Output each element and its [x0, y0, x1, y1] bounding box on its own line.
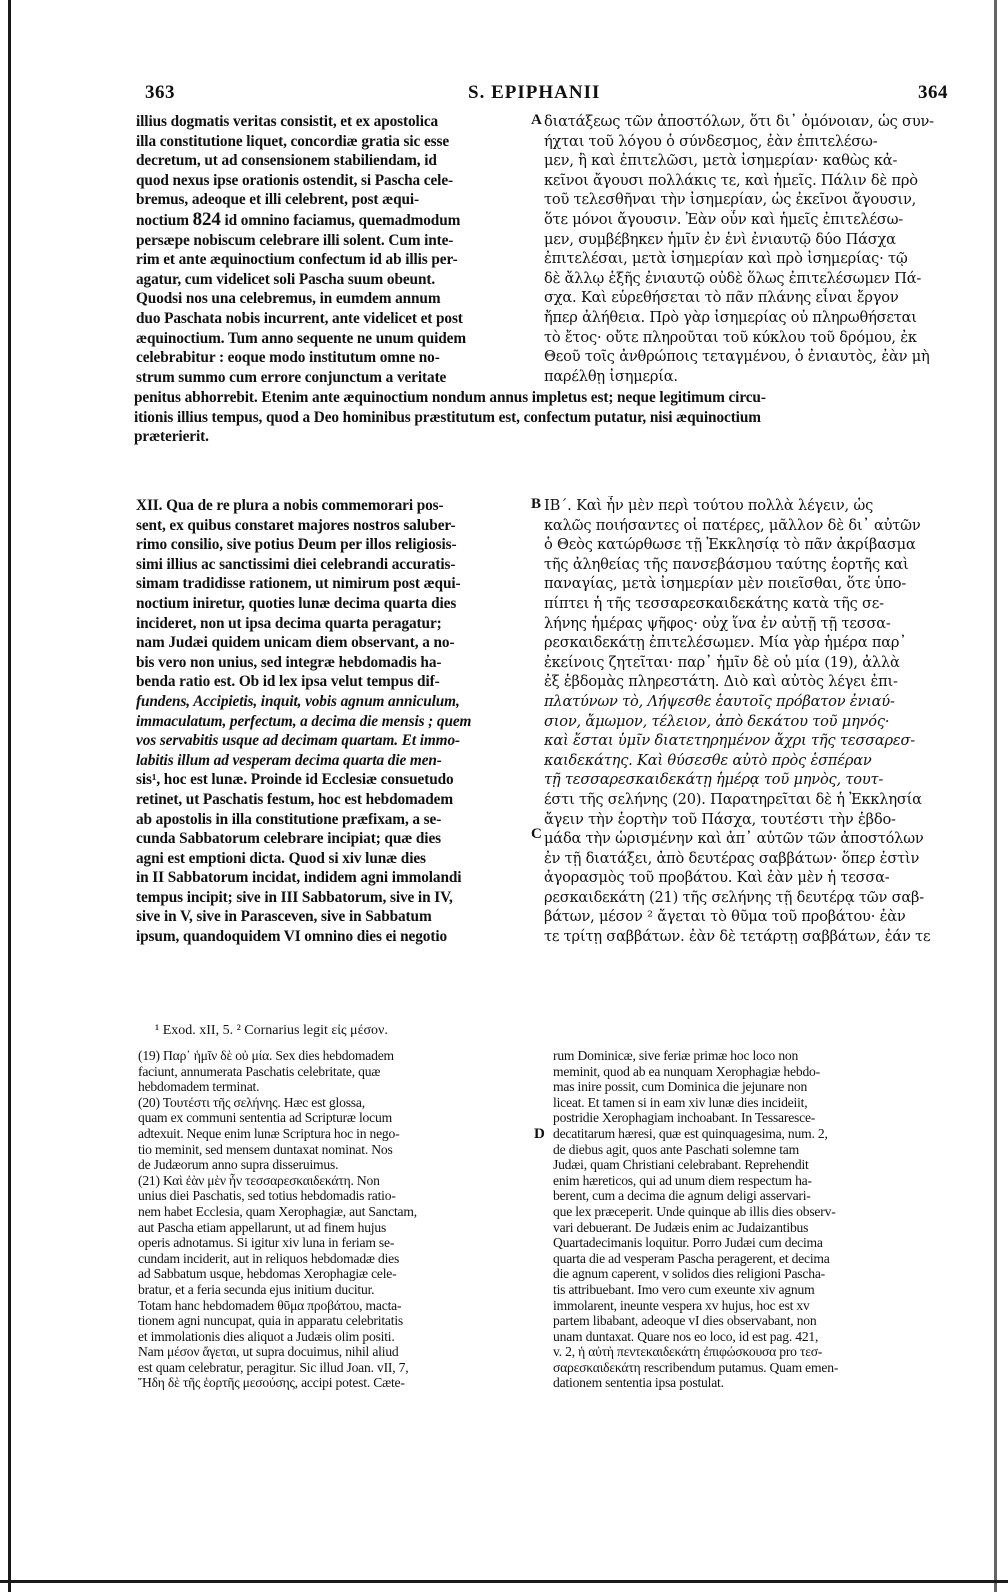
note-line: Judæi, quam Christiani celebrabant. Reprehendit	[553, 1157, 809, 1173]
text-line: XII. Qua de re plura a nobis commemorari pos-	[136, 497, 444, 514]
text-line: παναγίας, μετὰ ἰσημερίαν μὲν ποιεῖσθαι, ὅτε ὑπο-	[544, 575, 907, 593]
text-line: penitus abhorrebit. Etenim ante æquinoctium nondum annus impletus est; neque legitimum circu-	[134, 389, 766, 406]
text-line: duo Paschata nobis incurrent, ante videlicet et post	[136, 309, 463, 327]
notes-column-left	[138, 1048, 528, 1391]
text-line: quod nexus ipse orationis ostendit, si Pascha cele-	[136, 171, 454, 189]
margin-marker-d: D	[534, 1126, 545, 1142]
text-line: bremus, adeoque et illi celebrent, post æqui-	[136, 191, 420, 209]
text-line: incideret, non ut ipsa decima quarta peragatur;	[136, 614, 442, 632]
text-line: vos servabitis usque ad decimam quartam. Et immo-	[136, 732, 460, 750]
note-line: dationem sententia ipsa postulat.	[553, 1375, 724, 1391]
text-line: agatur, cum videlicet soli Pascha suum obeunt.	[136, 270, 436, 288]
text-line: immaculatum, perfectum, a decima die mensis ; quem	[136, 712, 472, 730]
text-line: ἐκείνοις ζητεῖται· παρ᾽ ἡμῖν δὲ οὐ μία (19), ἀλλὰ	[544, 653, 900, 671]
column-number: 824	[192, 209, 221, 230]
text-line: sive in V, sive in Parasceven, sive in Sabbatum	[136, 908, 432, 926]
note-line: unius diei Paschatis, sed totius hebdomadis ratio-	[138, 1188, 396, 1204]
running-title: S. EPIPHANII	[468, 82, 601, 103]
text-line: ipsum, quandoquidem VI omnino dies ei negotio	[136, 928, 448, 946]
text-line: retinet, ut Paschatis festum, hoc est hebdomadem	[136, 790, 453, 808]
note-line: partem libabant, adeoque vI dies observabant, non	[553, 1313, 817, 1329]
text-line: decretum, ut ad consensionem stabiliendam, id	[136, 152, 437, 170]
text-line: celebrabitur : eoque modo institutum omne no-	[136, 349, 440, 367]
text-line: καιδεκάτης. Καὶ θύσεσθε αὐτὸ πρὸς ἑσπέραν	[544, 751, 872, 769]
text-line: σχα. Καὶ εὑρεθήσεται τὸ πᾶν πλάνης εἶναι ἔργον	[544, 289, 899, 307]
note-line: liceat. Et tamen si in eam xiv lunæ dies incideiit,	[553, 1094, 808, 1110]
note-line: nem habet Ecclesia, quam Xerophagiæ, aut Sanctam,	[138, 1203, 417, 1219]
text-line: κεῖνοι ἄγουσι πολλάκις τε, καὶ ἡμεῖς. Πάλιν δὲ πρὸ	[544, 171, 918, 189]
page-number-right: 364	[918, 82, 948, 103]
notes-column-right	[553, 1048, 943, 1391]
note-line: Ἤδη δὲ τῆς ἑορτῆς μεσούσης, accipi potest. Cæte-	[138, 1375, 405, 1391]
page-number-left: 363	[145, 82, 175, 103]
text-line: benda ratio est. Ob id lex ipsa velut tempus dif-	[136, 673, 440, 691]
note-line: ad Sabbatum usque, hebdomas Xerophagiæ cele-	[138, 1266, 397, 1282]
scan-border-left	[8, 0, 11, 1592]
note-line: rum Dominicæ, sive feriæ primæ hoc loco non	[553, 1048, 799, 1063]
text-line: καὶ ἔσται ὑμῖν διατετηρημένον ἄχρι τῆς τεσσαρεσ-	[544, 732, 916, 750]
note-line: adtexuit. Neque enim lunæ Scriptura hoc in nego-	[138, 1125, 400, 1141]
text-line: ἐπιτελέσαι, μετὰ ἰσημερίαν καὶ πρὸ ἰσημερίας· τῷ	[544, 250, 908, 268]
note-line: vari debuerant. De Judæis enim ac Judaizantibus	[553, 1219, 809, 1235]
text-line: in II Sabbatorum incidat, indidem agni immolandi	[136, 869, 462, 887]
text-line: τὸ ἔτος· οὔτε πληροῦται τοῦ κύκλου τοῦ δρόμου, ἐκ	[544, 328, 917, 346]
text-line: Θεοῦ τοῖς ἀνθρώποις τεταγμένου, ὁ ἐνιαυτὸς, ἐὰν μὴ	[544, 348, 930, 366]
note-line: bratur, et a feria secunda ejus initium ducitur.	[138, 1281, 375, 1297]
note-line: faciunt, annumerata Paschatis celebritate, quæ	[138, 1063, 381, 1079]
note-line: σαρεσκαιδεκάτη rescribendum putamus. Quam emen-	[553, 1359, 839, 1375]
scan-border-right	[994, 0, 997, 1592]
text-line: illius dogmatis veritas consistit, et ex apostolica	[136, 113, 439, 130]
text-fragment: id omnino faciamus, quemadmodum	[224, 211, 461, 229]
note-line: que lex præceperit. Unde quinque ab illis dies observ-	[553, 1203, 836, 1219]
margin-marker-c: C	[531, 826, 542, 842]
note-line: quarta die ad vesperam Pascha peragerent, et decima	[553, 1250, 830, 1266]
note-line: Quartadecimanis loquitur. Porro Judæi cum decima	[553, 1235, 823, 1251]
text-line: simam tradidisse rationem, ut nimirum post æqui-	[136, 575, 461, 593]
text-line: sent, ex quibus constaret majores nostros saluber-	[136, 516, 456, 534]
text-line: ab apostolis in illa constitutione præfixam, a se-	[136, 810, 442, 828]
note-line: berent, cum a decima die agnum deligi asservari-	[553, 1188, 811, 1204]
note-line: die agnum caperent, v solidos dies religioni Pascha-	[553, 1266, 825, 1282]
text-line: nam Judæi quidem unicam diem observant, a no-	[136, 634, 455, 652]
text-line: tempus incipit; sive in III Sabbatorum, sive in IV,	[136, 888, 453, 906]
text-line: agni est emptioni dicta. Quod si xiv lunæ dies	[136, 849, 426, 867]
text-line: cunda Sabbatorum celebrare incipiat; quæ dies	[136, 830, 442, 848]
note-line: (21) Καὶ ἐὰν μὲν ἦν τεσσαρεσκαιδεκάτη. Non	[138, 1172, 380, 1188]
text-line: ἀγορασμὸς τοῦ προβάτου. Καὶ ἐὰν μὲν ἡ τεσσα-	[544, 869, 890, 887]
text-line: sis¹, hoc est lunæ. Proinde id Ecclesiæ consuetudo	[136, 771, 454, 789]
text-line	[136, 210, 528, 231]
text-line: ήχται τοῦ λόγου ὁ σύνδεσμος, ἐὰν ἐπιτελέσω-	[544, 132, 878, 150]
margin-marker-a: A	[531, 112, 542, 128]
note-line: quam ex communi sententia ad Scripturæ locum	[138, 1110, 392, 1126]
note-line: est quam celebratur, peragitur. Sic illud Joan. vII, 7,	[138, 1359, 409, 1375]
text-line: μεν, συμβέβηκεν ἡμῖν ἐν ἑνὶ ἐνιαυτῷ δύο Πάσχα	[544, 230, 896, 248]
note-line: mas inire possit, cum Dominica die jejunare non	[553, 1079, 808, 1095]
text-line: itionis illius tempus, quod a Deo hominibus præstitutum est, confectum putatur, nisi æquinoctium	[134, 408, 761, 426]
text-line: διατάξεως τῶν ἀποστόλων, ὅτι δι᾽ ὁμόνοιαν, ὡς συν-	[544, 113, 934, 130]
text-line: παρέλθῃ ἰσημερία.	[544, 367, 678, 385]
greek-column-top	[544, 112, 942, 386]
text-line: ὁ Θεὸς κατώρθωσε τῇ Ἐκκλησίᾳ τὸ πᾶν ἀκρίβασμα	[544, 536, 916, 554]
scan-border-bottom	[0, 1580, 1008, 1583]
text-line: ἐν τῇ διατάξει, ἀπὸ δευτέρας σαββάτων· ὅπερ ἐστὶν	[544, 849, 920, 867]
text-line: δὲ ἄλλῳ ἑξῆς ἐνιαυτῷ οὐδὲ ὅλως ἐπιτελέσωμεν Πά-	[544, 269, 922, 287]
note-line: (19) Παρ᾽ ἡμῖν δὲ οὐ μία. Sex dies hebdomadem	[138, 1048, 394, 1063]
text-line: ἤπερ ἀλήθεια. Πρὸ γὰρ ἰσημερίας οὐ πληρωθήσεται	[544, 308, 917, 326]
latin-column-top	[136, 112, 528, 387]
text-line: simi illius ac sanctissimi diei celebrandi accuratis-	[136, 555, 456, 573]
text-line: ὅτε μόνοι ἄγουσιν. Ἐὰν οὖν καὶ ἡμεῖς ἐπιτελέσω-	[544, 210, 904, 228]
text-line: βάτων, μέσον ² ἄγεται τὸ θῦμα τοῦ προβάτου· ἐὰν	[544, 908, 906, 926]
text-line: μεν, ἢ καὶ ἐπιτελῶσι, μετὰ ἰσημερίαν· καθὼς κἀ-	[544, 152, 898, 170]
text-line: rimo consilio, sive potius Deum per illos religiosis-	[136, 536, 457, 554]
text-line: æquinoctium. Tum anno sequente ne unum quidem	[136, 329, 467, 347]
note-line: meminit, quod ab ea nunquam Xerophagiæ hebdo-	[553, 1063, 820, 1079]
text-line: illa constitutione liquet, concordiæ gratia sic esse	[136, 132, 450, 150]
note-line: de Judæorum anno supra disseruimus.	[138, 1157, 339, 1173]
note-line: tionem agni nuncupat, quia in apparatu celebritatis	[138, 1313, 403, 1329]
text-line: πλατύνων τὸ, Λήψεσθε ἑαυτοῖς πρόβατον ἐνιαύ-	[544, 692, 895, 710]
text-line: bis vero non unius, sed integræ hebdomadis ha-	[136, 653, 442, 671]
note-line: postridie Xerophagiam inchoabant. In Tessaresce-	[553, 1110, 816, 1126]
text-line: τῇ τεσσαρεσκαιδεκάτῃ ἡμέρᾳ τοῦ μηνὸς, τουτ-	[544, 771, 884, 789]
text-line: fundens, Accipietis, inquit, vobis agnum anniculum,	[136, 692, 460, 710]
text-line: ἄγειν τὴν ἑορτὴν τοῦ Πάσχα, τουτέστι τὴν ἑβδο-	[544, 810, 896, 828]
greek-column-section-xii	[544, 496, 942, 947]
note-line: decatitarum hæresi, quæ est quinquagesima, num. 2,	[553, 1125, 828, 1141]
text-line: ρεσκαιδεκάτη (21) τῆς σελήνης τῇ δευτέρᾳ τῶν σαβ-	[544, 888, 924, 906]
text-line: Quodsi nos una celebremus, in eumdem annum	[136, 290, 441, 308]
text-line: præterierit.	[134, 428, 209, 446]
note-line: tis attribuebant. Imo vero cum exeunte xiv agnum	[553, 1281, 815, 1297]
text-line: persæpe nobiscum celebrare illi solent. Cum inte-	[136, 231, 454, 249]
text-line: ρεσκαιδεκάτῃ ἐπιτελέσωμεν. Μία γὰρ ἡμέρα παρ᾽	[544, 634, 907, 652]
text-line: τοῦ τελεσθῆναι τὴν ἰσημερίαν, ὡς ἐκεῖνοι ἄγουσιν,	[544, 191, 917, 209]
text-line: καλῶς ποιήσαντες οἱ πατέρες, μᾶλλον δὲ δι᾽ αὐτῶν	[544, 516, 921, 534]
margin-marker-b: B	[531, 496, 542, 512]
note-line: enim hæreticos, qui ad unum diem respectum ha-	[553, 1172, 812, 1188]
latin-column-section-xii	[136, 496, 528, 947]
text-line: μάδα τὴν ὡρισμένην καὶ ἀπ᾽ αὐτῶν τῶν ἀποστόλων	[544, 830, 924, 848]
text-fragment: noctium	[136, 211, 189, 229]
note-line: aut Pascha etiam appellarunt, ut ad finem hujus	[138, 1219, 387, 1235]
note-line: hebdomadem terminat.	[138, 1079, 260, 1095]
note-line: unam duntaxat. Quare nos eo loco, id est pag. 421,	[553, 1328, 819, 1344]
text-line: τῆς ἀληθείας τῆς πανσεβάσμου ταύτης ἑορτῆς καὶ	[544, 555, 909, 573]
text-line: λήνης ἡμέρας ψῆφος· οὐχ ἵνα ἐν αὐτῇ τῇ τεσσα-	[544, 614, 891, 632]
note-line: operis adnotamus. Si igitur xiv luna in feriam se-	[138, 1235, 395, 1251]
note-line: de diebus agit, quos ante Paschati solemne tam	[553, 1141, 800, 1157]
note-line: v. 2, ἡ αὐτὴ πεντεκαιδεκάτη ἐπιφώσκουσα pro τεσ-	[553, 1344, 823, 1360]
note-line: et immolationis dies aliquot a Judæis olim positi.	[138, 1328, 395, 1344]
text-line: σιον, ἄμωμον, τέλειον, ἀπὸ δεκάτου τοῦ μηνός·	[544, 712, 890, 730]
footnotes: ¹ Exod. xII, 5. ² Cornarius legit εἰς μέσον.	[155, 1023, 388, 1038]
text-line: ΙΒ΄. Καὶ ἦν μὲν περὶ τούτου πολλὰ λέγειν, ὡς	[544, 497, 874, 514]
text-line: rim et ante æquinoctium confectum id ab illis per-	[136, 251, 458, 269]
note-line: (20) Τουτέστι τῆς σελήνης. Hæc est glossa,	[138, 1094, 365, 1110]
text-line: ἐξ ἑβδομὰς πληρεστάτη. Διὸ καὶ αὐτὸς λέγει ἐπι-	[544, 673, 898, 691]
text-line: labitis illum ad vesperam decima quarta die men-	[136, 751, 442, 769]
text-line: strum summo cum errore conjunctum a veritate	[136, 368, 447, 386]
text-line: έστι τῆς σελήνης (20). Παρατηρεῖται δὲ ἡ Ἐκκλησία	[544, 790, 922, 808]
note-line: cundam inciderit, aut in reliquos hebdomadæ dies	[138, 1250, 400, 1266]
text-line: πίπτει ἡ τῆς τεσσαρεσκαιδεκάτης κατὰ τῆς σε-	[544, 594, 884, 612]
note-line: tio meminit, sed mensem duntaxat nominat. Nos	[138, 1141, 393, 1157]
text-line: noctium iniretur, quoties lunæ decima quarta dies	[136, 594, 457, 612]
note-line: immolarent, ineunte vespera xv hujus, hoc est xv	[553, 1297, 810, 1313]
latin-full-width	[134, 388, 944, 447]
note-line: Nam μέσον ἄγεται, ut supra docuimus, nihil aliud	[138, 1344, 399, 1360]
note-line: Totam hanc hebdomadem θῦμα προβάτου, macta-	[138, 1297, 402, 1313]
text-line: τε τρίτῃ σαββάτων. ἐὰν δὲ τετάρτῃ σαββάτων, ἐάν τε	[544, 928, 931, 946]
